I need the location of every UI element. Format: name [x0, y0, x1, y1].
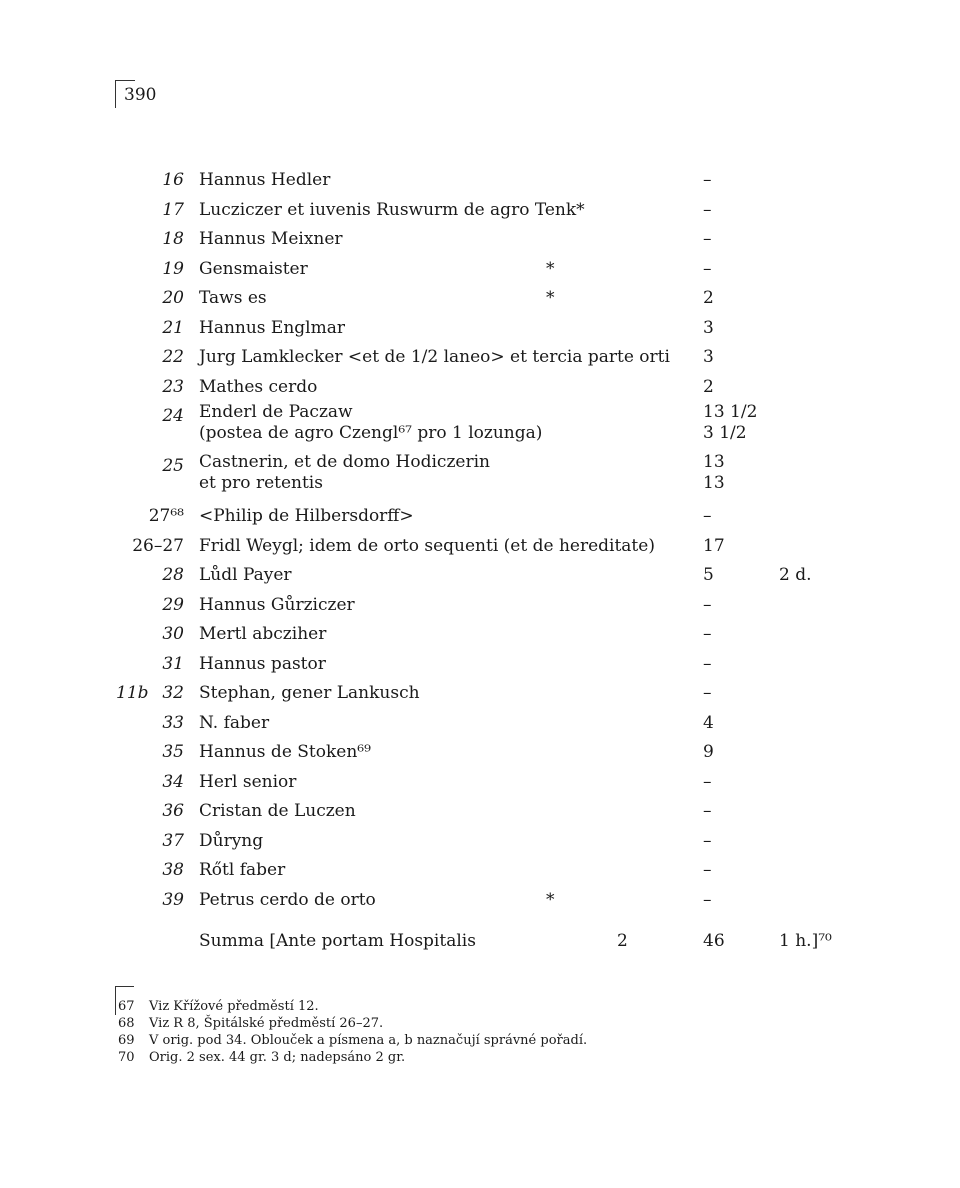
- entry-number: 20: [162, 288, 184, 308]
- entry-number: 26–27: [132, 535, 184, 556]
- entry-number: 18: [162, 229, 184, 249]
- entry-value: –: [703, 653, 712, 674]
- page-number: 390: [115, 80, 156, 108]
- footnote: [118, 1015, 587, 1032]
- summa-extra: 1 h.]⁷⁰: [779, 931, 832, 951]
- entry-mark: *: [546, 258, 555, 279]
- entry-name: <Philip de Hilbersdorff>: [199, 506, 414, 526]
- entry-value: 9: [703, 742, 714, 762]
- entry-name: Lucziczer et iuvenis Ruswurm de agro Tenk*: [199, 199, 585, 220]
- table-row: [0, 886, 960, 916]
- entry-name: Gensmaister: [199, 258, 308, 279]
- entry-number: 33: [162, 712, 184, 733]
- table-row: [0, 620, 960, 650]
- table-row: [0, 709, 960, 739]
- summa-value: 46: [703, 931, 725, 951]
- entry-value: [703, 452, 725, 494]
- entry-value: 3: [703, 317, 714, 338]
- entry-name: Hannus Englmar: [199, 317, 345, 338]
- entry-value: –: [703, 594, 712, 615]
- entry-number: 30: [162, 624, 184, 644]
- table-row: [0, 373, 960, 403]
- footnotes: [118, 998, 587, 1066]
- entry-value: –: [703, 170, 712, 190]
- entry-name: Hannus Meixner: [199, 229, 343, 249]
- entry-number: 28: [162, 565, 184, 585]
- entry-number: 22: [162, 347, 184, 367]
- entry-value: 17: [703, 535, 725, 556]
- table-row: [0, 196, 960, 226]
- footnote-text: Orig. 2 sex. 44 gr. 3 d; nadepsáno 2 gr.: [149, 1050, 406, 1065]
- entry-name: Petrus cerdo de orto: [199, 889, 376, 910]
- table-row: [0, 225, 960, 255]
- entry-extra: 2 d.: [779, 565, 812, 585]
- table-row: [0, 738, 960, 768]
- table-row: [0, 561, 960, 591]
- entry-name-line: Castnerin, et de domo Hodiczerin: [199, 452, 490, 472]
- entry-value: –: [703, 258, 712, 279]
- table-row: [0, 284, 960, 314]
- entry-name: Stephan, gener Lankusch: [199, 683, 420, 703]
- folio-marker: 11b: [116, 683, 149, 703]
- entry-value: –: [703, 860, 712, 880]
- table-row: [0, 856, 960, 886]
- entry-number: 19: [162, 258, 184, 279]
- entry-number: 35: [162, 742, 184, 762]
- entry-number: 39: [162, 889, 184, 910]
- entry-value: –: [703, 683, 712, 703]
- entry-value: –: [703, 506, 712, 526]
- entry-number: 34: [162, 771, 184, 792]
- entry-name: Lůdl Payer: [199, 565, 292, 585]
- entry-name-line: Enderl de Paczaw: [199, 402, 353, 422]
- entry-number: 36: [162, 801, 184, 821]
- table-row: [0, 679, 960, 709]
- footnote-text: Viz R 8, Špitálské předměstí 26–27.: [149, 1016, 384, 1031]
- entry-name: Hannus pastor: [199, 653, 326, 674]
- entry-number: 24: [162, 406, 184, 426]
- table-row: [0, 314, 960, 344]
- entry-number: 17: [162, 199, 184, 220]
- entry-name: Rőtl faber: [199, 860, 286, 880]
- entry-number: 23: [162, 376, 184, 397]
- entry-value: 4: [703, 712, 714, 733]
- entry-value: –: [703, 229, 712, 249]
- table-row: [0, 343, 960, 373]
- entry-value: –: [703, 771, 712, 792]
- entry-mark: *: [546, 889, 555, 910]
- footnote-text: Viz Křížové předměstí 12.: [149, 999, 319, 1014]
- entry-value: –: [703, 801, 712, 821]
- summa-row: [0, 927, 960, 957]
- entry-value: [703, 402, 757, 444]
- table-row: [0, 591, 960, 621]
- table-row: [0, 797, 960, 827]
- entry-name: Jurg Lamklecker <et de 1/2 laneo> et tercia parte orti: [199, 347, 670, 367]
- summa-count: 2: [617, 931, 628, 951]
- entry-value: –: [703, 830, 712, 851]
- footnote: [118, 1032, 587, 1049]
- table-row: [0, 402, 960, 452]
- table-row: [0, 768, 960, 798]
- entry-value-line: 3 1/2: [703, 423, 747, 443]
- register-table: [0, 166, 960, 957]
- entry-number: 31: [162, 653, 184, 674]
- entry-value-line: 13: [703, 473, 725, 493]
- table-row: [0, 502, 960, 532]
- entry-value: 2: [703, 376, 714, 397]
- entry-value: –: [703, 199, 712, 220]
- entry-number: 37: [162, 830, 184, 851]
- entry-name: [199, 402, 542, 444]
- table-row: [0, 166, 960, 196]
- entry-name: Hannus Gůrziczer: [199, 594, 355, 615]
- footnote: [118, 998, 587, 1015]
- entry-name: Mertl abcziher: [199, 624, 327, 644]
- entry-number: 29: [162, 594, 184, 615]
- table-row: [0, 827, 960, 857]
- entry-mark: *: [546, 288, 555, 308]
- entry-number: 27⁶⁸: [148, 506, 184, 526]
- entry-name-line: et pro retentis: [199, 473, 323, 493]
- footnote: [118, 1049, 587, 1066]
- footnote-number: 69: [118, 1033, 135, 1048]
- entry-value: 5: [703, 565, 714, 585]
- entry-name: Taws es: [199, 288, 267, 308]
- entry-name: Cristan de Luczen: [199, 801, 356, 821]
- footnote-text: V orig. pod 34. Oblouček a písmena a, b naznačují správné pořadí.: [149, 1033, 588, 1048]
- entry-name: N. faber: [199, 712, 270, 733]
- entry-name: Fridl Weygl; idem de orto sequenti (et de hereditate): [199, 535, 655, 556]
- entry-value-line: 13: [703, 452, 725, 472]
- entry-name: Důryng: [199, 830, 264, 851]
- table-row: [0, 532, 960, 562]
- summa-label: Summa [Ante portam Hospitalis: [199, 931, 476, 951]
- footnote-number: 70: [118, 1050, 135, 1065]
- entry-number: 21: [162, 317, 184, 338]
- entry-value-line: 13 1/2: [703, 402, 758, 422]
- footnote-number: 68: [118, 1016, 135, 1031]
- table-row: [0, 650, 960, 680]
- entry-number: 32: [162, 683, 184, 703]
- table-row: [0, 452, 960, 502]
- entry-value: –: [703, 624, 712, 644]
- entry-name: [199, 452, 490, 494]
- entry-number: 16: [162, 170, 184, 190]
- entry-value: –: [703, 889, 712, 910]
- entry-name-line: (postea de agro Czengl⁶⁷ pro 1 lozunga): [199, 423, 543, 443]
- entry-number: 25: [162, 456, 184, 476]
- entry-name: Mathes cerdo: [199, 376, 318, 397]
- entry-name: Hannus Hedler: [199, 170, 331, 190]
- table-row: [0, 255, 960, 285]
- entry-value: 3: [703, 347, 714, 367]
- entry-name: Hannus de Stoken⁶⁹: [199, 742, 371, 762]
- footnote-number: 67: [118, 999, 135, 1014]
- entry-value: 2: [703, 288, 714, 308]
- entry-name: Herl senior: [199, 771, 297, 792]
- entry-number: 38: [162, 860, 184, 880]
